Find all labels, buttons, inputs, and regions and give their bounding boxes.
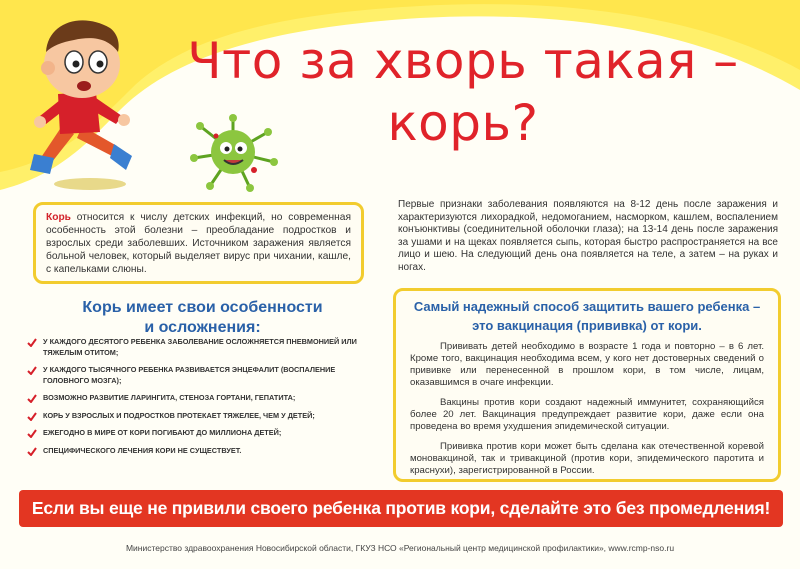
vaccination-box — [393, 288, 781, 482]
features-heading-line-2: и осложнения: — [144, 319, 261, 336]
list-item — [27, 365, 377, 386]
call-to-action-banner: Если вы еще не привили своего ребенка против кори, сделайте это без промедления! — [19, 490, 783, 527]
page-title — [138, 30, 788, 154]
title-line-2: корь? — [387, 94, 539, 152]
vaccination-paragraph-1: Прививать детей необходимо в возрасте 1 года и повторно – в 6 лет. Кроме того, вакцинация необходима всем, у кого нет достоверных сведений о прививке или перенесенной в прошлом кори, в том числе, лицам, оказавшимся в очаге инфекции. — [410, 341, 764, 388]
features-list — [27, 337, 377, 463]
definition-term: Корь — [46, 212, 71, 223]
checkmark-icon — [27, 429, 37, 438]
list-item-text: СПЕЦИФИЧЕСКОГО ЛЕЧЕНИЯ КОРИ НЕ СУЩЕСТВУЕТ. — [43, 445, 242, 455]
definition-box — [33, 202, 364, 284]
checkmark-icon — [27, 447, 37, 456]
boy-illustration — [22, 6, 142, 196]
list-item-text: КОРЬ У ВЗРОСЛЫХ И ПОДРОСТКОВ ПРОТЕКАЕТ ТЯЖЕЛЕЕ, ЧЕМ У ДЕТЕЙ; — [43, 410, 315, 420]
list-item-text: У КАЖДОГО ДЕСЯТОГО РЕБЕНКА ЗАБОЛЕВАНИЕ ОСЛОЖНЯЕТСЯ ПНЕВМОНИЕЙ ИЛИ ТЯЖЕЛЫМ ОТИТОМ; — [43, 337, 357, 357]
checkmark-icon — [27, 338, 37, 347]
list-item-text: У КАЖДОГО ТЫСЯЧНОГО РЕБЕНКА РАЗВИВАЕТСЯ ЭНЦЕФАЛИТ (ВОСПАЛЕНИЕ ГОЛОВНОГО МОЗГА); — [43, 365, 336, 385]
checkmark-icon — [27, 394, 37, 403]
symptoms-text: Первые признаки заболевания появляются на 8-12 день после заражения и характеризуются лихорадкой, недомоганием, насморком, кашлем, воспалением конъюнктивы (соединительной оболочки глаза); на 13-14 день после заражения за ушами и на щеках появляется сыпь, которая быстро распространяется на все лицо и шею. На следующий день она появляется на теле, а затем – на руках и ногах. — [398, 199, 778, 273]
vaccination-paragraph-3: Прививка против кори может быть сделана как отечественной коревой моновакциной, так и тривакциной (против кори, эпидемического паротита и краснухи), зарегистрированной в России. — [410, 441, 764, 476]
list-item-text: ВОЗМОЖНО РАЗВИТИЕ ЛАРИНГИТА, СТЕНОЗА ГОРТАНИ, ГЕПАТИТА; — [43, 393, 296, 402]
list-item-text: ЕЖЕГОДНО В МИРЕ ОТ КОРИ ПОГИБАЮТ ДО МИЛЛИОНА ДЕТЕЙ; — [43, 428, 282, 437]
features-heading — [30, 298, 375, 338]
definition-body: относится к числу детских инфекций, но современная особенность этой болезни – преобладание подростков и взрослых среди заболевших. Источником заражения является больной человек, который выделяет вирус при чихании, кашле, с капельками слюны. — [46, 212, 351, 275]
checkmark-icon — [27, 412, 37, 421]
vaccination-paragraph-2: Вакцины против кори создают надежный иммунитет, сохраняющийся более 20 лет. Вакцинация предупреждает развитие кори, даже если она проведена во время ухудшения эпидемической ситуации. — [410, 397, 764, 432]
list-item — [27, 337, 377, 358]
list-item — [27, 446, 377, 457]
title-line-1: Что за хворь такая – — [187, 32, 739, 90]
list-item — [27, 393, 377, 404]
list-item — [27, 428, 377, 439]
vaccination-heading-line-1: Самый надежный способ защитить вашего ребенка – — [413, 299, 761, 314]
definition-text — [46, 211, 351, 276]
features-heading-line-1: Корь имеет свои особенности — [82, 299, 323, 316]
list-item — [27, 411, 377, 422]
checkmark-icon — [27, 366, 37, 375]
vaccination-heading — [410, 297, 764, 335]
footer-credits: Министерство здравоохранения Новосибирской области, ГКУЗ НСО «Региональный центр медицинской профилактики», www.rcmp-nso.ru — [125, 543, 675, 553]
vaccination-heading-line-2: это вакцинация (прививка) от кори. — [472, 318, 702, 333]
